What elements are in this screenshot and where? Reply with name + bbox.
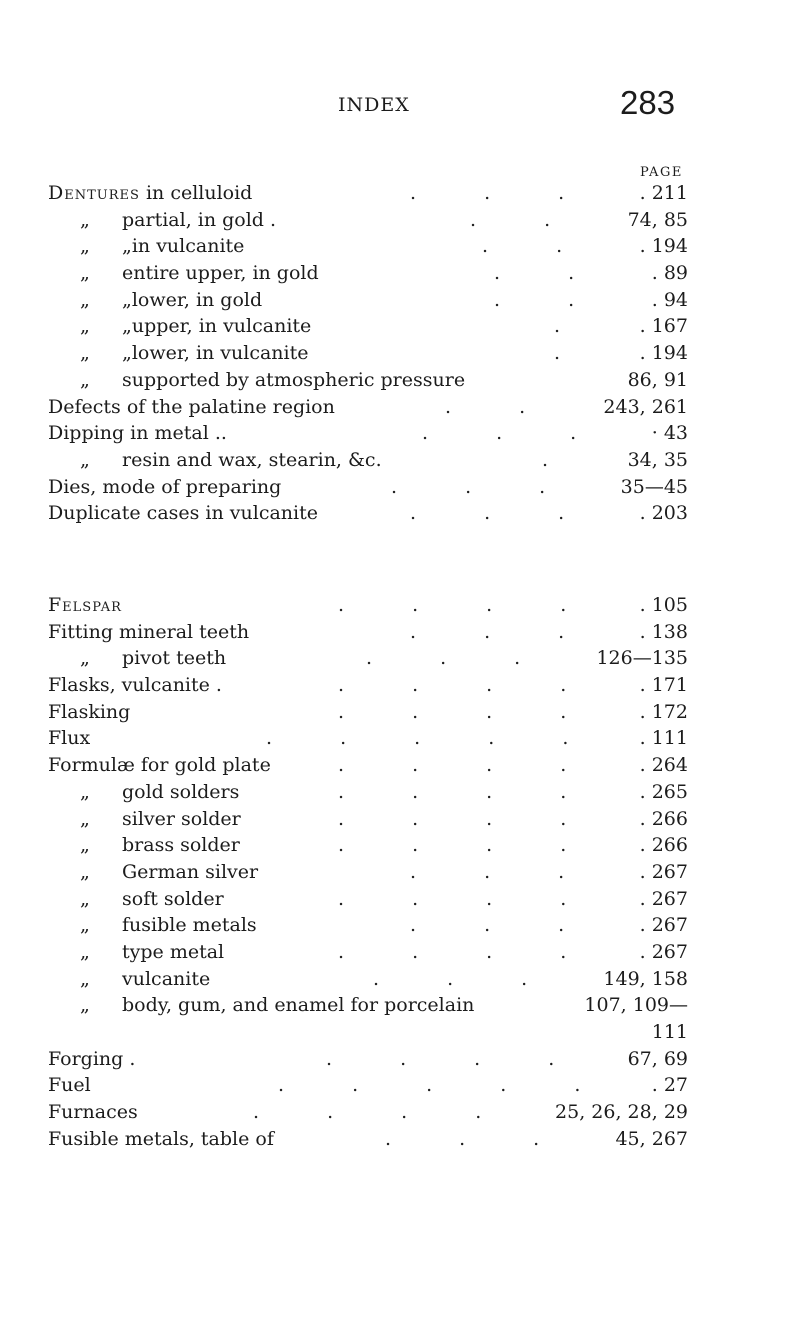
entry-text: entire upper, in gold <box>122 262 319 285</box>
entry-page-refs: . 172 <box>639 700 688 723</box>
ditto-mark: „ <box>80 807 90 830</box>
index-entry <box>48 806 688 833</box>
entry-text: in celluloid <box>139 182 253 204</box>
entry-label <box>48 1072 91 1099</box>
leader-dots: . . . . <box>338 887 567 910</box>
leader-dots: . . . <box>410 914 565 937</box>
leader-dots: . . . <box>410 182 565 204</box>
entry-label <box>48 394 335 421</box>
index-entry <box>48 939 688 966</box>
entry-page-refs: 107, 109— <box>584 994 688 1017</box>
index-entry <box>48 1072 688 1099</box>
entry-page-refs: . 266 <box>639 807 688 830</box>
index-entry <box>48 260 688 287</box>
entry-text: pivot teeth <box>122 647 227 670</box>
entry-page-refs: · 43 <box>651 422 688 445</box>
index-entry <box>48 832 688 859</box>
entry-text: partial, in gold . <box>122 208 277 231</box>
index-entry <box>48 672 688 699</box>
entry-page-refs: 149, 158 <box>603 967 688 990</box>
entry-label <box>80 806 241 833</box>
entry-lead-word: Felspar <box>48 594 122 616</box>
ditto-mark-secondary: „ <box>122 288 132 311</box>
entry-text: Flasking <box>48 700 131 723</box>
entry-label <box>80 313 311 340</box>
leader-dots: . . . . . <box>278 1074 581 1097</box>
ditto-mark: „ <box>80 288 90 311</box>
index-entry <box>48 699 688 726</box>
entry-page-refs: . 138 <box>639 620 688 643</box>
entry-page-refs: . 167 <box>639 315 688 338</box>
entry-page-refs: . 194 <box>639 235 688 258</box>
leader-dots: . . . <box>410 620 565 643</box>
entry-label <box>48 752 271 779</box>
entry-lead-word: Dentures <box>48 182 140 204</box>
ditto-mark: „ <box>80 368 90 391</box>
entry-page-refs: 67, 69 <box>627 1047 688 1070</box>
entry-page-refs: 111 <box>651 1021 688 1043</box>
entry-page-refs: . 111 <box>639 727 688 750</box>
entry-label <box>80 340 309 367</box>
entry-text: Formulæ for gold plate <box>48 754 271 777</box>
leader-dots: . . . . <box>338 700 567 723</box>
ditto-mark: „ <box>80 994 90 1017</box>
index-entry <box>48 992 688 1019</box>
entry-text: Dies, mode of preparing <box>48 475 282 498</box>
leader-dots: . . . . <box>338 674 567 697</box>
entry-page-refs: . 203 <box>639 502 688 525</box>
entry-label <box>80 367 465 394</box>
entry-text: Forging . <box>48 1047 136 1070</box>
entry-text: body, gum, and enamel for porcelain <box>122 994 475 1017</box>
leader-dots: . . . . <box>326 1047 555 1070</box>
index-entry <box>48 287 688 314</box>
ditto-mark: „ <box>80 235 90 258</box>
leader-dots: . . . <box>410 502 565 525</box>
entry-text: fusible metals <box>122 914 257 937</box>
entry-text: Fusible metals, table of <box>48 1127 274 1150</box>
leader-dots: . . . <box>391 475 546 498</box>
leader-dots: . . . <box>373 967 528 990</box>
entry-page-refs: . 211 <box>639 182 688 204</box>
leader-dots: . . . <box>385 1127 540 1150</box>
leader-dots: . . . . <box>338 940 567 963</box>
entry-text: resin and wax, stearin, &c. <box>122 448 382 471</box>
ditto-mark: „ <box>80 860 90 883</box>
leader-dots: . . . <box>366 647 521 670</box>
entry-page-refs: . 267 <box>639 860 688 883</box>
entry-text: Flux <box>48 727 91 750</box>
leader-dots: . . . . <box>338 754 567 777</box>
leader-dots: . <box>554 342 561 365</box>
leader-dots: . <box>542 448 549 471</box>
index-entry <box>48 420 688 447</box>
leader-dots: . . <box>470 208 551 231</box>
entry-label <box>80 207 276 234</box>
entry-label <box>48 592 122 619</box>
index-entry <box>48 394 688 421</box>
entry-text: Dipping in metal .. <box>48 422 227 445</box>
index-entry <box>48 966 688 993</box>
entry-page-refs: 74, 85 <box>627 208 688 231</box>
index-entry <box>48 912 688 939</box>
index-entry <box>48 180 688 207</box>
index-entry <box>48 859 688 886</box>
leader-dots: . . <box>445 395 526 418</box>
ditto-mark: „ <box>80 448 90 471</box>
entry-label <box>80 779 239 806</box>
leader-dots: . . . <box>410 860 565 883</box>
entry-label <box>48 500 318 527</box>
entry-label <box>48 1046 135 1073</box>
index-entry <box>48 1019 688 1046</box>
index-entry <box>48 500 688 527</box>
entry-page-refs: . 266 <box>639 834 688 857</box>
ditto-mark-secondary: „ <box>122 235 132 258</box>
entry-text: in vulcanite <box>131 235 245 258</box>
entry-page-refs: . 105 <box>639 594 688 616</box>
entry-page-refs: 243, 261 <box>603 395 688 418</box>
index-entry <box>48 340 688 367</box>
index-entry <box>48 1099 688 1126</box>
entry-label <box>80 233 244 260</box>
index-entry <box>48 207 688 234</box>
index-entry <box>48 367 688 394</box>
entry-page-refs: . 267 <box>639 914 688 937</box>
entry-label <box>80 859 258 886</box>
leader-dots: . . . . <box>338 594 567 616</box>
leader-dots: . . <box>494 288 575 311</box>
running-header-title: INDEX <box>338 94 410 116</box>
entry-text: Fitting mineral teeth <box>48 620 250 643</box>
entry-page-refs: 86, 91 <box>627 368 688 391</box>
leader-dots: . . . . . <box>266 727 569 750</box>
entry-page-refs: . 267 <box>639 887 688 910</box>
entry-label <box>48 420 227 447</box>
leader-dots: . . . . <box>338 807 567 830</box>
entry-label <box>80 260 319 287</box>
entry-label <box>80 992 474 1019</box>
index-entry <box>48 474 688 501</box>
index-section-f <box>48 592 688 1152</box>
ditto-mark: „ <box>80 887 90 910</box>
index-section-d <box>48 180 688 527</box>
entry-page-refs: . 264 <box>639 754 688 777</box>
leader-dots: . . . . <box>338 780 567 803</box>
entry-page-refs: . 267 <box>639 940 688 963</box>
ditto-mark: „ <box>80 647 90 670</box>
leader-dots: . <box>554 315 561 338</box>
entry-label <box>48 474 281 501</box>
entry-page-refs: 35—45 <box>620 475 688 498</box>
entry-label <box>48 180 252 207</box>
entry-page-refs: . 265 <box>639 780 688 803</box>
entry-label <box>48 672 222 699</box>
page-column-heading: PAGE <box>640 165 683 180</box>
page-number: 283 <box>620 84 676 121</box>
entry-label <box>80 645 226 672</box>
entry-label <box>80 287 262 314</box>
index-entry <box>48 645 688 672</box>
entry-text: supported by atmospheric pressure <box>122 368 466 391</box>
entry-text: brass solder <box>122 834 240 857</box>
entry-page-refs: 34, 35 <box>627 448 688 471</box>
ditto-mark-secondary: „ <box>122 342 132 365</box>
index-entry <box>48 886 688 913</box>
entry-text: Flasks, vulcanite . <box>48 674 222 697</box>
leader-dots: . . <box>482 235 563 258</box>
entry-page-refs: . 94 <box>651 288 688 311</box>
ditto-mark: „ <box>80 208 90 231</box>
ditto-mark: „ <box>80 780 90 803</box>
index-entry <box>48 1046 688 1073</box>
entry-page-refs: . 194 <box>639 342 688 365</box>
ditto-mark: „ <box>80 342 90 365</box>
entry-label <box>80 912 257 939</box>
entry-page-refs: . 27 <box>651 1074 688 1097</box>
entry-text: type metal <box>122 940 225 963</box>
entry-label <box>80 939 224 966</box>
entry-page-refs: . 171 <box>639 674 688 697</box>
entry-page-refs: 126—135 <box>596 647 688 670</box>
index-entry <box>48 619 688 646</box>
leader-dots: . . . . <box>253 1101 482 1124</box>
entry-text: lower, in gold <box>131 288 263 311</box>
entry-page-refs: 45, 267 <box>615 1127 688 1150</box>
entry-text: vulcanite <box>122 967 211 990</box>
entry-label <box>48 725 90 752</box>
entry-label <box>80 832 240 859</box>
ditto-mark: „ <box>80 315 90 338</box>
index-entry <box>48 779 688 806</box>
leader-dots: . . . . <box>338 834 567 857</box>
entry-text: gold solders <box>122 780 240 803</box>
entry-text: soft solder <box>122 887 224 910</box>
entry-text: upper, in vulcanite <box>131 315 312 338</box>
ditto-mark: „ <box>80 967 90 990</box>
entry-label <box>48 1099 138 1126</box>
ditto-mark: „ <box>80 914 90 937</box>
ditto-mark: „ <box>80 262 90 285</box>
ditto-mark-secondary: „ <box>122 315 132 338</box>
entry-label <box>80 966 210 993</box>
entry-label <box>48 1126 274 1153</box>
index-entry <box>48 313 688 340</box>
index-entry <box>48 725 688 752</box>
entry-text: German silver <box>122 860 259 883</box>
index-entry <box>48 1126 688 1153</box>
entry-text: Furnaces <box>48 1101 138 1124</box>
entry-label <box>48 699 130 726</box>
entry-label <box>80 447 382 474</box>
entry-label <box>48 619 249 646</box>
entry-text: silver solder <box>122 807 241 830</box>
entry-text: lower, in vulcanite <box>131 342 309 365</box>
entry-label <box>80 886 224 913</box>
index-entry <box>48 447 688 474</box>
ditto-mark: „ <box>80 834 90 857</box>
leader-dots: . . <box>494 262 575 285</box>
ditto-mark: „ <box>80 940 90 963</box>
leader-dots: . . . <box>422 422 577 445</box>
entry-text: Duplicate cases in vulcanite <box>48 502 318 525</box>
index-entry <box>48 752 688 779</box>
entry-text: Defects of the palatine region <box>48 395 335 418</box>
entry-page-refs: 25, 26, 28, 29 <box>555 1101 688 1124</box>
entry-text: Fuel <box>48 1074 91 1097</box>
entry-page-refs: . 89 <box>651 262 688 285</box>
index-entry <box>48 233 688 260</box>
index-entry <box>48 592 688 619</box>
